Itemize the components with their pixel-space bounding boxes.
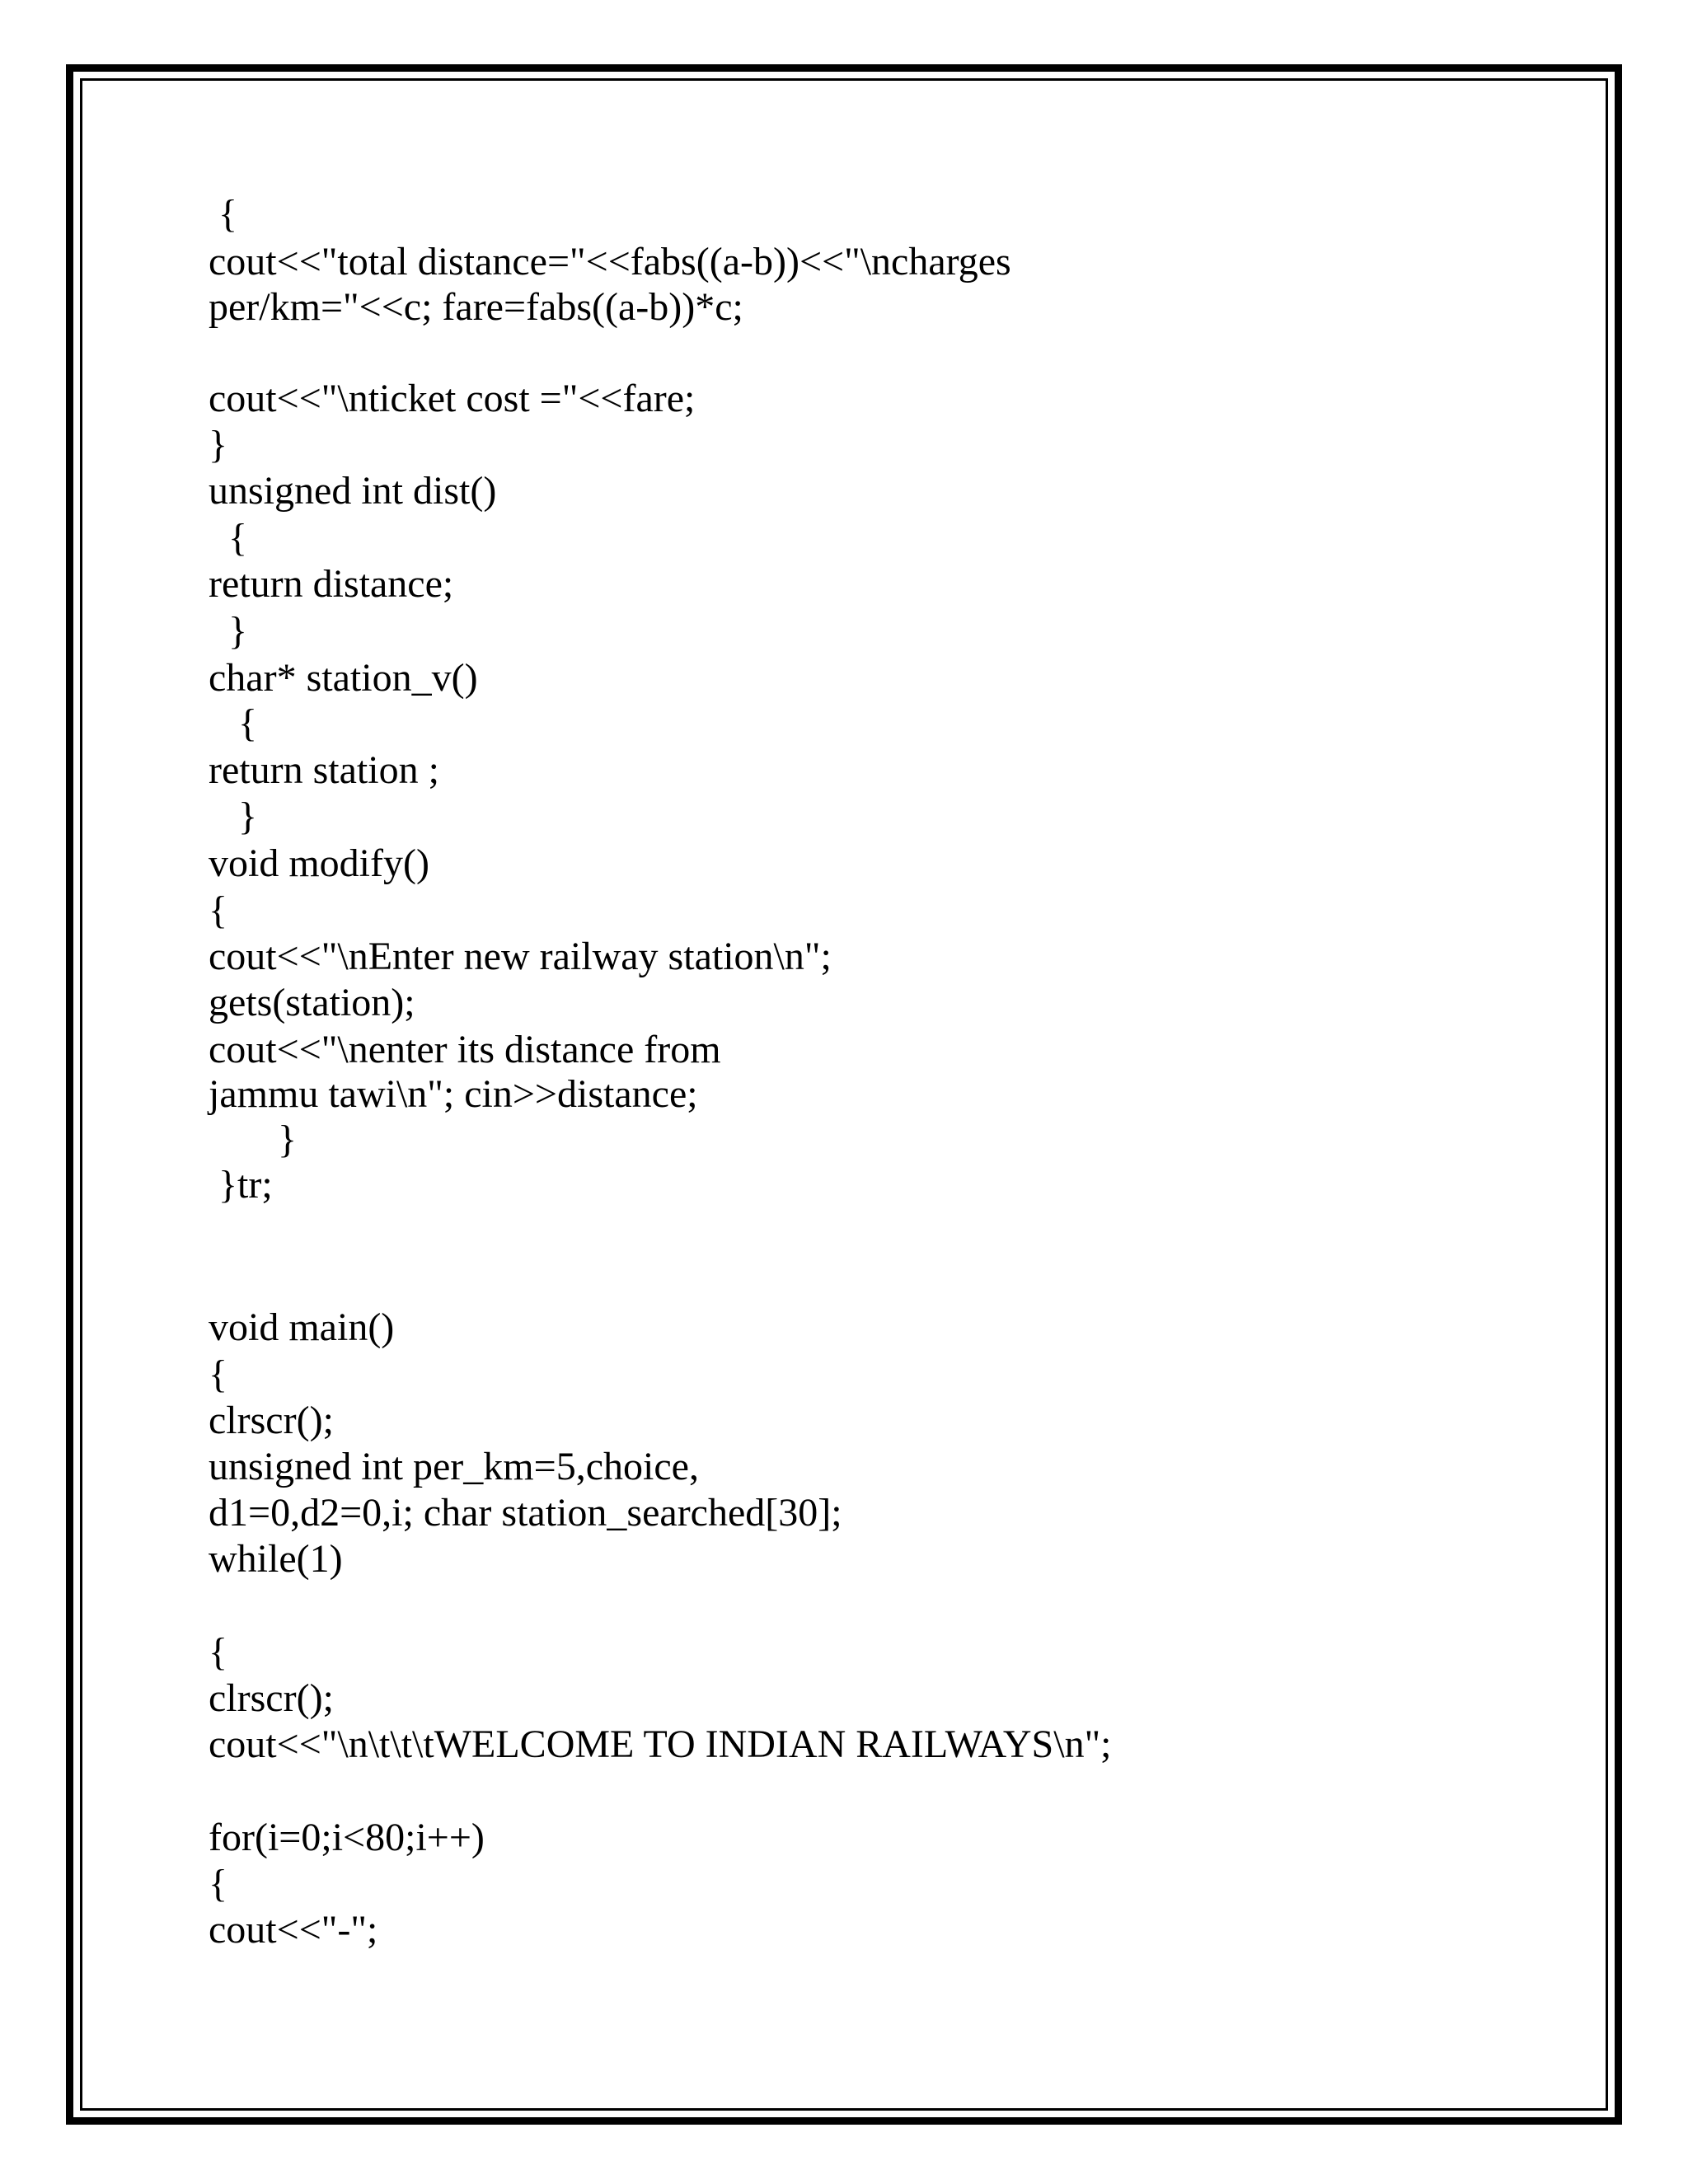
code-line: return distance; <box>209 562 454 606</box>
code-line: unsigned int dist() <box>209 469 497 513</box>
code-line: cout<<"\n\t\t\tWELCOME TO INDIAN RAILWAYS\n"; <box>209 1722 1112 1766</box>
code-line: d1=0,d2=0,i; char station_searched[30]; <box>209 1491 842 1535</box>
code-line: { <box>209 1630 228 1674</box>
code-line: cout<<"\nticket cost ="<<fare; <box>209 377 696 420</box>
code-line: per/km="<<c; fare=fabs((a-b))*c; <box>209 285 743 329</box>
code-line: jammu tawi\n"; cin>>distance; <box>209 1072 698 1116</box>
code-line: cout<<"\nEnter new railway station\n"; <box>209 935 832 978</box>
code-line: } <box>209 423 228 466</box>
code-line: cout<<"-"; <box>209 1908 378 1952</box>
code-line: while(1) <box>209 1537 343 1581</box>
code-line: } <box>209 1118 298 1161</box>
code-line: { <box>209 888 228 932</box>
code-line: { <box>209 1862 228 1905</box>
code-line: void modify() <box>209 841 429 885</box>
code-line: { <box>209 192 238 236</box>
code-line: char* station_v() <box>209 656 478 700</box>
code-line: for(i=0;i<80;i++) <box>209 1816 485 1859</box>
code-line: unsigned int per_km=5,choice, <box>209 1445 699 1488</box>
code-line: } <box>209 609 248 653</box>
code-line: }tr; <box>209 1163 273 1207</box>
code-line: { <box>209 1352 228 1396</box>
code-line: void main() <box>209 1305 395 1349</box>
code-line: clrscr(); <box>209 1676 334 1720</box>
code-line: cout<<"total distance="<<fabs((a-b))<<"\ncharges <box>209 240 1011 284</box>
code-line: cout<<"\nenter its distance from <box>209 1028 721 1071</box>
code-listing <box>209 0 1112 1952</box>
code-line: clrscr(); <box>209 1399 334 1442</box>
code-line: { <box>209 516 248 560</box>
code-line: gets(station); <box>209 981 415 1024</box>
code-line: { <box>209 701 258 745</box>
code-line: } <box>209 794 258 838</box>
code-line: return station ; <box>209 748 439 792</box>
